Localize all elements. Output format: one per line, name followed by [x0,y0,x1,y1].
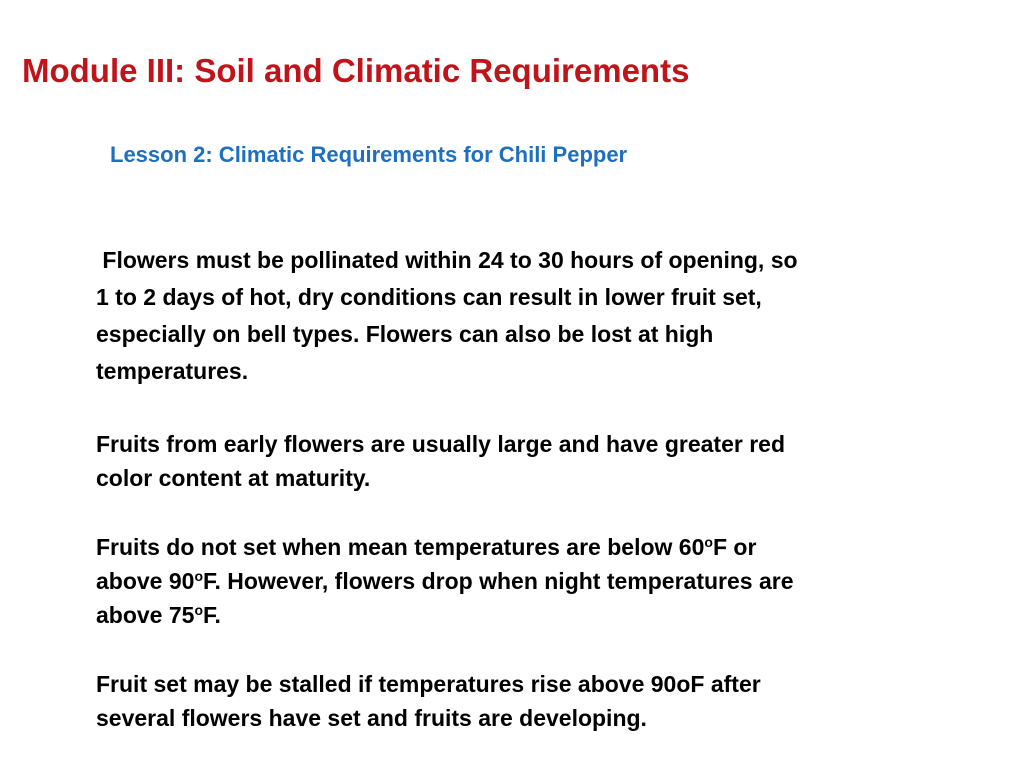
paragraph-line: several flowers have set and fruits are developing. [96,705,647,731]
text-segment: Fruits do not set when mean temperatures are below 60 [96,534,705,560]
text-segment: F. However, flowers drop when night temperatures are [203,568,794,594]
paragraph-line: temperatures. [96,358,249,384]
paragraph-temperature-limits [96,530,976,632]
text-segment: above 90 [96,568,195,594]
paragraph-early-flowers [96,427,976,495]
paragraph-line [96,598,976,632]
paragraph-line: Flowers must be pollinated within 24 to 30 hours of opening, so [96,247,798,273]
paragraph-line: 1 to 2 days of hot, dry conditions can result in lower fruit set, [96,284,762,310]
paragraph-line: Fruits from early flowers are usually large and have greater red [96,431,785,457]
degree-superscript: o [194,568,204,584]
lesson-title: Lesson 2: Climatic Requirements for Chili Pepper [110,142,628,167]
paragraph-fruit-set-stalled [96,667,976,735]
degree-superscript: o [704,534,713,550]
paragraph-line [96,530,976,564]
paragraph-pollination [96,242,976,390]
degree-superscript: o [194,602,204,618]
paragraph-line: color content at maturity. [96,465,371,491]
text-segment: above 75 [96,602,195,628]
module-title: Module III: Soil and Climatic Requirements [22,52,690,89]
text-segment: F. [203,602,221,628]
paragraph-line [96,564,976,598]
paragraph-line: Fruit set may be stalled if temperatures rise above 90oF after [96,671,761,697]
text-segment: F or [712,534,757,560]
paragraph-line: especially on bell types. Flowers can also be lost at high [96,321,714,347]
